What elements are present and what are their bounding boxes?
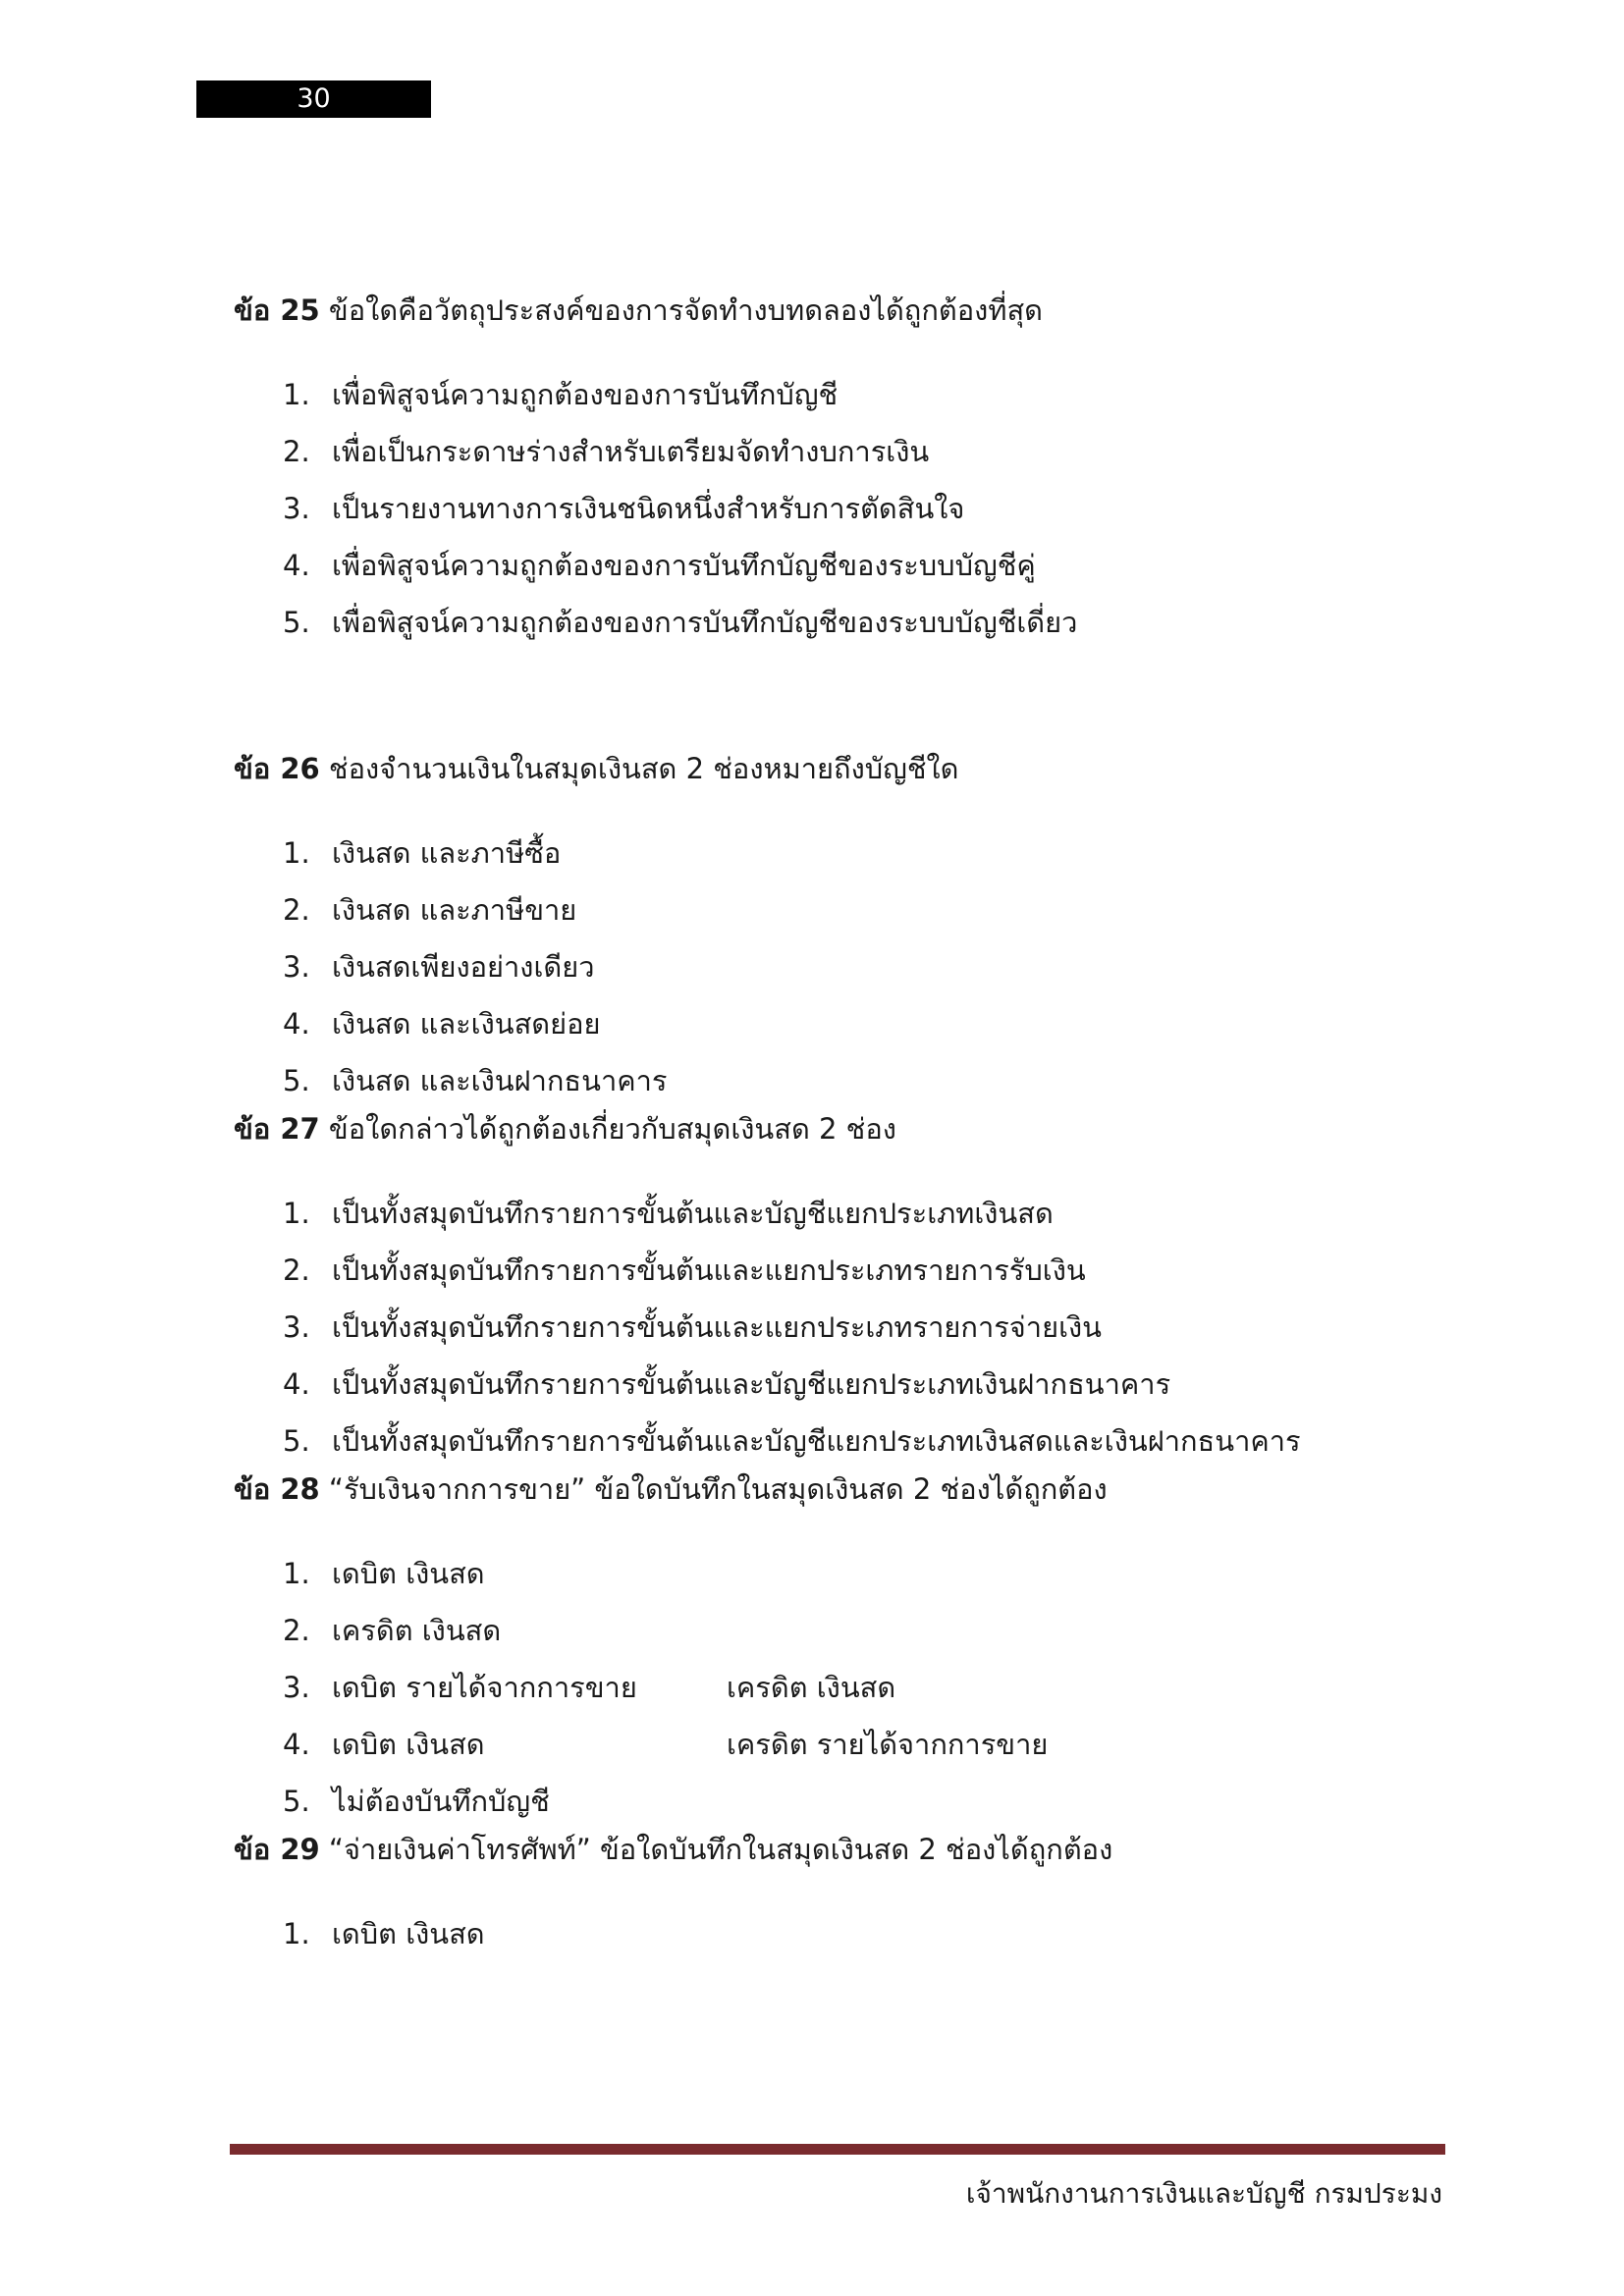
option-number: 3. bbox=[283, 492, 310, 525]
option-text: เดบิต รายได้จากการขาย bbox=[332, 1671, 637, 1704]
answer-option[interactable] bbox=[283, 423, 1451, 480]
option-number: 3. bbox=[283, 1671, 310, 1704]
option-number: 5. bbox=[283, 606, 310, 639]
option-text: เดบิต เงินสด bbox=[332, 1557, 485, 1590]
option-number: 2. bbox=[283, 1614, 310, 1647]
option-number: 2. bbox=[283, 893, 310, 927]
question-list bbox=[234, 291, 1451, 1962]
option-number: 1. bbox=[283, 1197, 310, 1230]
page-number: 30 bbox=[196, 80, 431, 118]
answer-option[interactable] bbox=[283, 480, 1451, 537]
option-text: เงินสด และเงินฝากธนาคาร bbox=[332, 1064, 668, 1097]
option-number: 3. bbox=[283, 1310, 310, 1344]
option-number: 5. bbox=[283, 1064, 310, 1097]
option-text: เงินสด และภาษีซื้อ bbox=[332, 836, 562, 870]
option-text: ไม่ต้องบันทึกบัญชี bbox=[332, 1785, 550, 1818]
option-number: 5. bbox=[283, 1424, 310, 1458]
option-number: 5. bbox=[283, 1785, 310, 1818]
answer-options bbox=[234, 1185, 1451, 1469]
question-text: ช่องจำนวนเงินในสมุดเงินสด 2 ช่องหมายถึงบัญชีใด bbox=[328, 752, 959, 785]
option-text: เพื่อเป็นกระดาษร่างสำหรับเตรียมจัดทำงบการเงิน bbox=[332, 435, 930, 468]
answer-option[interactable] bbox=[283, 881, 1451, 938]
option-number: 4. bbox=[283, 1007, 310, 1041]
option-number: 4. bbox=[283, 549, 310, 582]
answer-option[interactable] bbox=[283, 1716, 1451, 1773]
question-label: ข้อ 29 bbox=[234, 1833, 320, 1866]
answer-option[interactable] bbox=[283, 1299, 1451, 1356]
answer-option[interactable] bbox=[283, 537, 1451, 594]
answer-option[interactable] bbox=[283, 594, 1451, 651]
answer-options bbox=[234, 825, 1451, 1109]
question-29 bbox=[234, 1830, 1451, 1869]
answer-option[interactable] bbox=[283, 1413, 1451, 1469]
option-text: เป็นรายงานทางการเงินชนิดหนึ่งสำหรับการตัดสินใจ bbox=[332, 492, 965, 525]
option-text: เป็นทั้งสมุดบันทึกรายการขั้นต้นและแยกประเภทรายการรับเงิน bbox=[332, 1254, 1086, 1287]
option-number: 2. bbox=[283, 1254, 310, 1287]
option-number: 2. bbox=[283, 435, 310, 468]
question-text: ข้อใดคือวัตถุประสงค์ของการจัดทำงบทดลองได้ถูกต้องที่สุด bbox=[328, 294, 1043, 327]
option-number: 1. bbox=[283, 836, 310, 870]
option-credit-text: เครดิต เงินสด bbox=[727, 1671, 896, 1704]
option-text: เพื่อพิสูจน์ความถูกต้องของการบันทึกบัญชีของระบบบัญชีเดี่ยว bbox=[332, 606, 1078, 639]
answer-options bbox=[234, 1545, 1451, 1830]
question-25 bbox=[234, 291, 1451, 330]
option-number: 4. bbox=[283, 1728, 310, 1761]
answer-option[interactable] bbox=[283, 1242, 1451, 1299]
answer-option[interactable] bbox=[283, 1356, 1451, 1413]
question-label: ข้อ 27 bbox=[234, 1112, 320, 1146]
option-text: เงินสด และภาษีขาย bbox=[332, 893, 577, 927]
option-text: เดบิต เงินสด bbox=[332, 1917, 485, 1950]
question-text: “รับเงินจากการขาย” ข้อใดบันทึกในสมุดเงินสด 2 ช่องได้ถูกต้อง bbox=[328, 1472, 1108, 1506]
option-text: เดบิต เงินสด bbox=[332, 1728, 485, 1761]
option-text: เป็นทั้งสมุดบันทึกรายการขั้นต้นและแยกประเภทรายการจ่ายเงิน bbox=[332, 1310, 1102, 1344]
option-text: เงินสด และเงินสดย่อย bbox=[332, 1007, 601, 1041]
answer-options bbox=[234, 1905, 1451, 1962]
answer-option[interactable] bbox=[283, 1905, 1451, 1962]
answer-options bbox=[234, 366, 1451, 651]
question-label: ข้อ 25 bbox=[234, 294, 320, 327]
option-number: 1. bbox=[283, 1917, 310, 1950]
answer-option[interactable] bbox=[283, 938, 1451, 995]
question-26 bbox=[234, 749, 1451, 788]
option-text: เป็นทั้งสมุดบันทึกรายการขั้นต้นและบัญชีแยกประเภทเงินสด bbox=[332, 1197, 1054, 1230]
answer-option[interactable] bbox=[283, 1545, 1451, 1602]
option-text: เพื่อพิสูจน์ความถูกต้องของการบันทึกบัญชี bbox=[332, 378, 839, 411]
option-number: 1. bbox=[283, 1557, 310, 1590]
question-text: “จ่ายเงินค่าโทรศัพท์” ข้อใดบันทึกในสมุดเงินสด 2 ช่องได้ถูกต้อง bbox=[328, 1833, 1113, 1866]
option-credit-text: เครดิต รายได้จากการขาย bbox=[727, 1728, 1049, 1761]
answer-option[interactable] bbox=[283, 1602, 1451, 1659]
option-number: 3. bbox=[283, 950, 310, 984]
option-text: เพื่อพิสูจน์ความถูกต้องของการบันทึกบัญชีของระบบบัญชีคู่ bbox=[332, 549, 1036, 582]
answer-option[interactable] bbox=[283, 1185, 1451, 1242]
option-number: 1. bbox=[283, 378, 310, 411]
question-text: ข้อใดกล่าวได้ถูกต้องเกี่ยวกับสมุดเงินสด 2 ช่อง bbox=[328, 1112, 896, 1146]
answer-option[interactable] bbox=[283, 995, 1451, 1052]
answer-option[interactable] bbox=[283, 1773, 1451, 1830]
question-28 bbox=[234, 1469, 1451, 1509]
question-label: ข้อ 28 bbox=[234, 1472, 320, 1506]
option-text: เป็นทั้งสมุดบันทึกรายการขั้นต้นและบัญชีแยกประเภทเงินฝากธนาคาร bbox=[332, 1367, 1171, 1401]
option-number: 4. bbox=[283, 1367, 310, 1401]
question-label: ข้อ 26 bbox=[234, 752, 320, 785]
answer-option[interactable] bbox=[283, 1052, 1451, 1109]
question-27 bbox=[234, 1109, 1451, 1148]
option-text: เป็นทั้งสมุดบันทึกรายการขั้นต้นและบัญชีแยกประเภทเงินสดและเงินฝากธนาคาร bbox=[332, 1424, 1301, 1458]
answer-option[interactable] bbox=[283, 825, 1451, 881]
footer-divider bbox=[230, 2144, 1445, 2155]
answer-option[interactable] bbox=[283, 366, 1451, 423]
option-text: เครดิต เงินสด bbox=[332, 1614, 502, 1647]
option-text: เงินสดเพียงอย่างเดียว bbox=[332, 950, 595, 984]
answer-option[interactable] bbox=[283, 1659, 1451, 1716]
footer-department-text: เจ้าพนักงานการเงินและบัญชี กรมประมง bbox=[965, 2177, 1442, 2210]
